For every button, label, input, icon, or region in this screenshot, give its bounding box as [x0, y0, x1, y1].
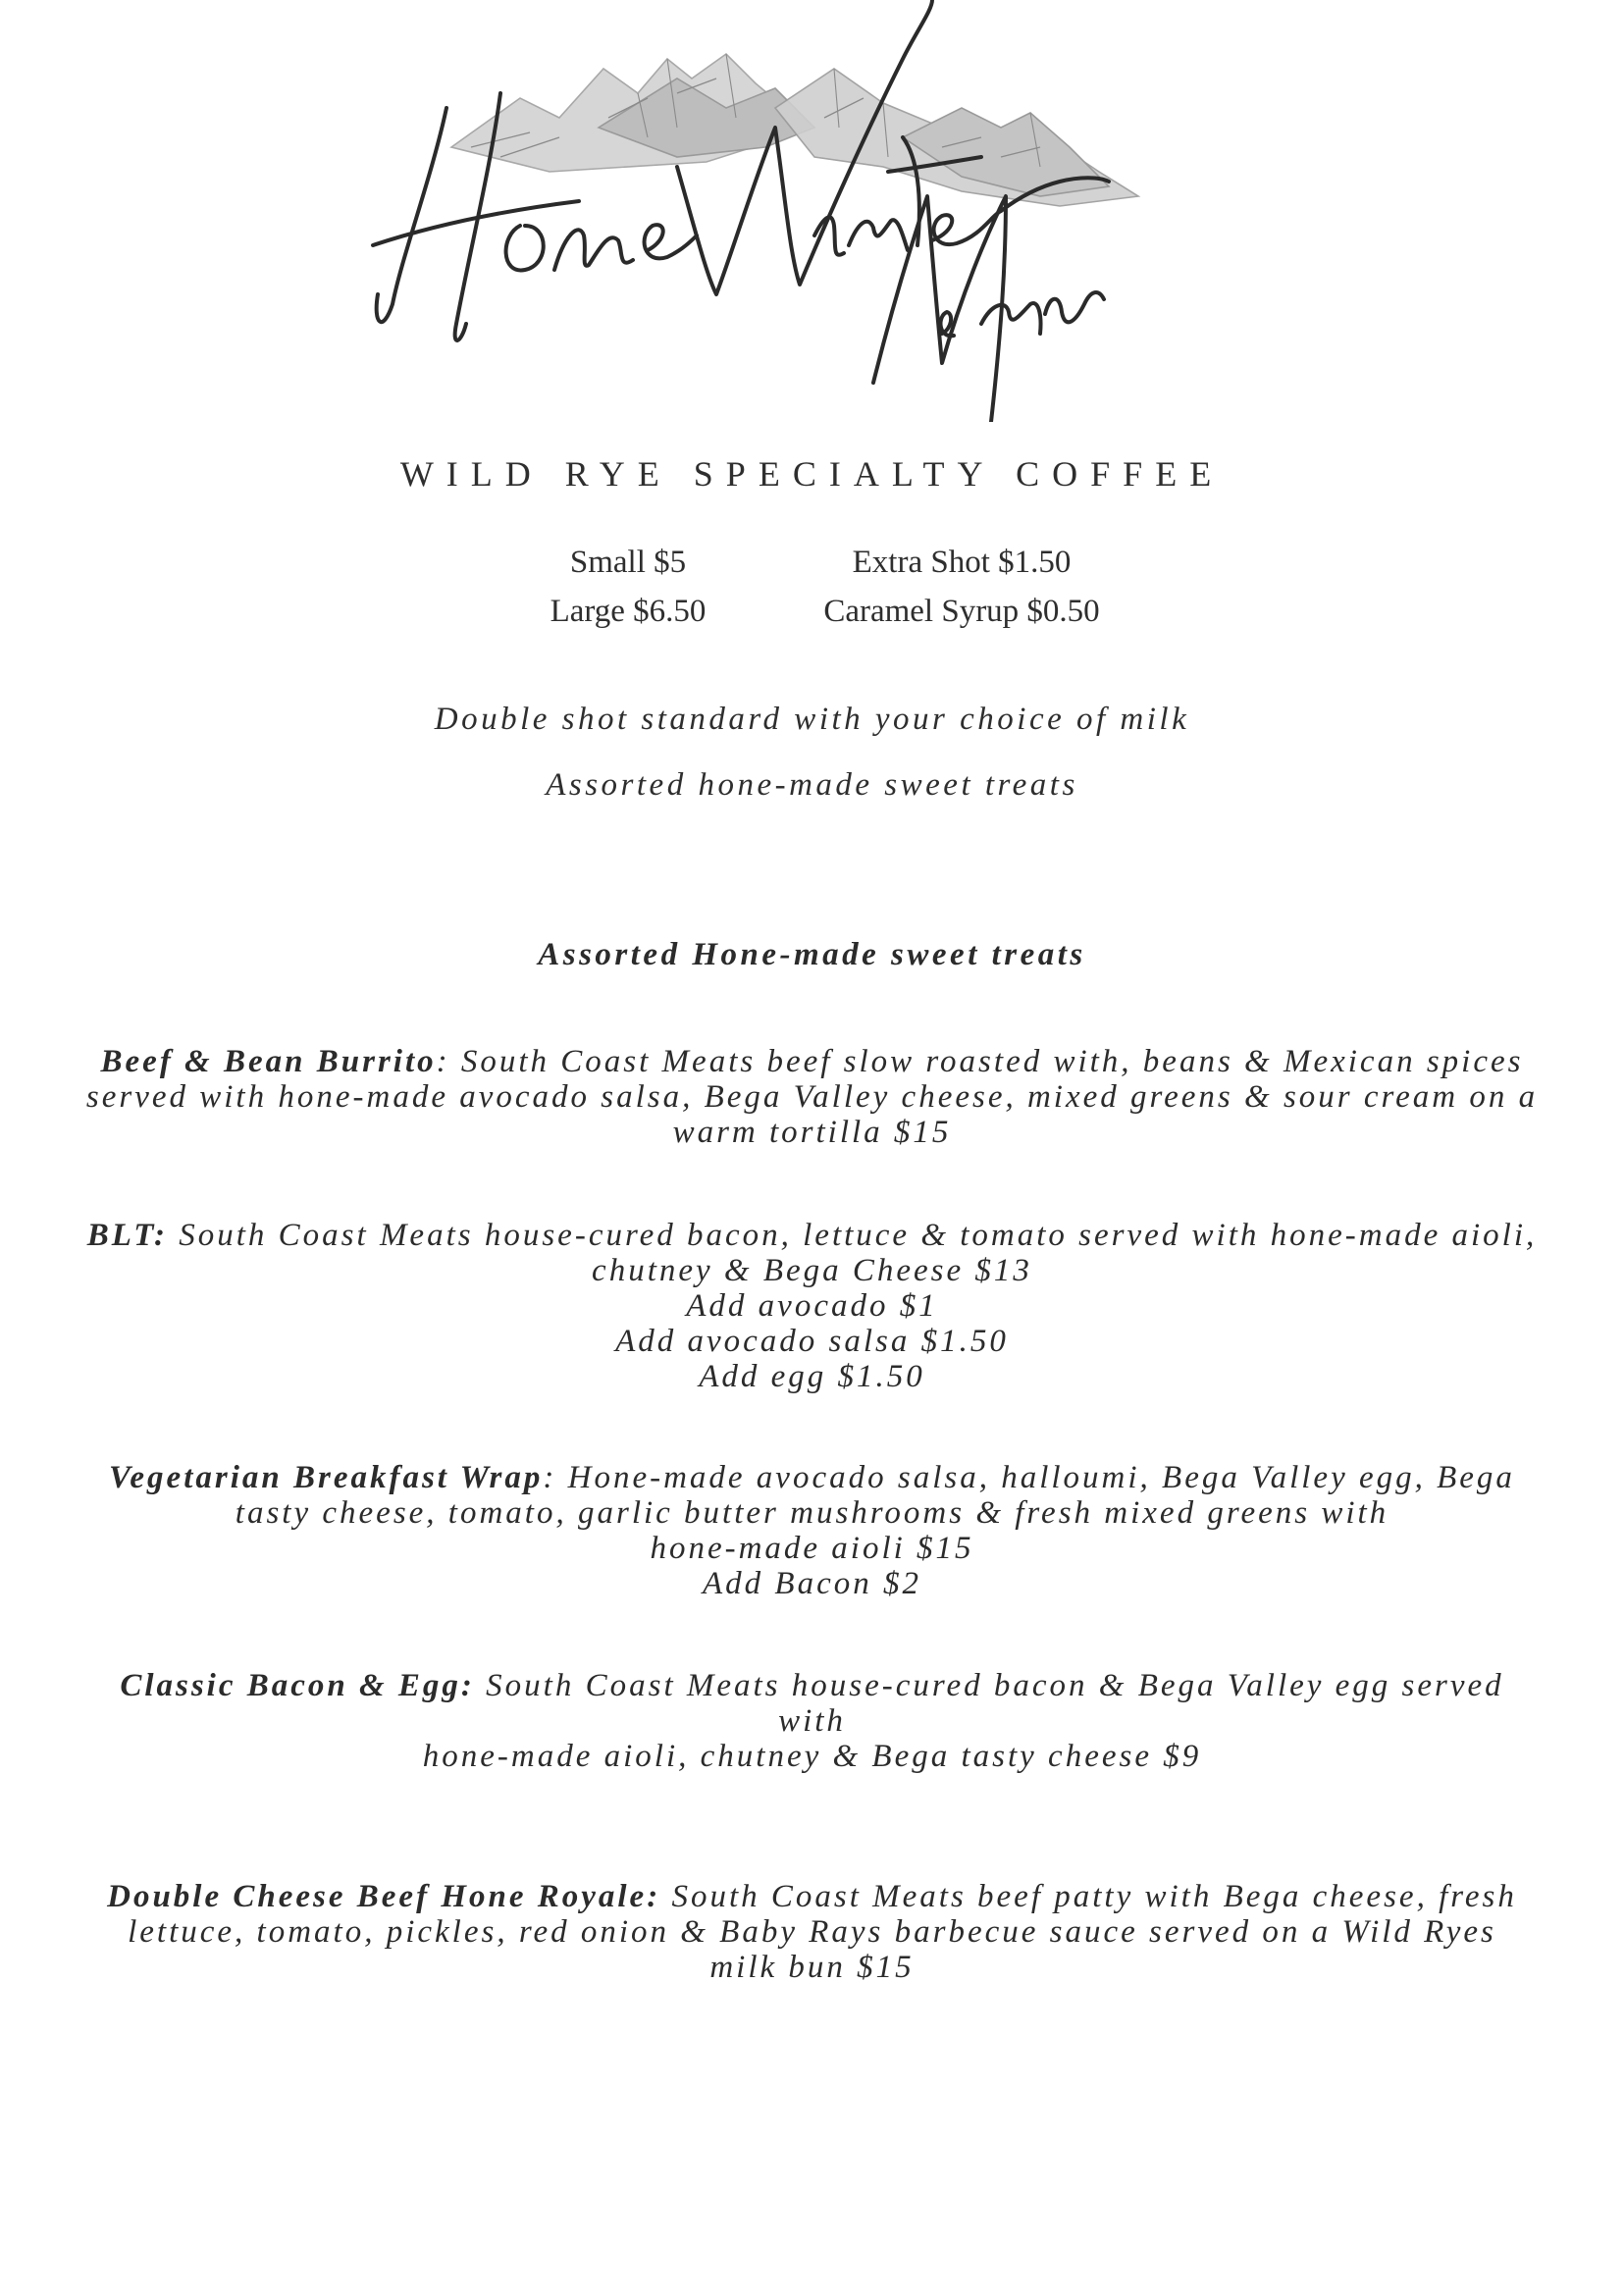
large-price: Large $6.50 [550, 594, 707, 629]
item-description: hone-made aioli $15 [650, 1531, 974, 1566]
item-name: Classic Bacon & Egg: [120, 1668, 475, 1703]
small-price: Small $5 [569, 545, 687, 580]
mountain-logo-icon [353, 0, 1158, 422]
item-description: with [778, 1703, 846, 1739]
treats-note: Assorted hone-made sweet treats [546, 767, 1078, 803]
item-name: BLT: [86, 1218, 168, 1253]
mountains-illustration [451, 54, 1138, 206]
item-description: : Hone-made avocado salsa, halloumi, Bega Valley egg, Bega [543, 1460, 1515, 1495]
brand-title: WILD RYE SPECIALTY COFFEE [399, 454, 1225, 494]
size-prices [510, 538, 746, 636]
menu-item-vegetarian-wrap [39, 1460, 1585, 1601]
item-description: warm tortilla $15 [672, 1115, 952, 1150]
extra-prices [800, 538, 1124, 636]
item-line [39, 1218, 1585, 1253]
item-description: South Coast Meats house-cured bacon & Bega Valley egg served [474, 1668, 1504, 1703]
item-line [39, 1044, 1585, 1079]
item-name: Double Cheese Beef Hone Royale: [107, 1879, 661, 1914]
item-addon: Add Bacon $2 [703, 1566, 921, 1601]
item-name: Beef & Bean Burrito [100, 1044, 437, 1079]
item-description: South Coast Meats house-cured bacon, lettuce & tomato served with hone-made aioli, [168, 1218, 1538, 1253]
extra-shot-price: Extra Shot $1.50 [852, 545, 1072, 580]
item-description: hone-made aioli, chutney & Bega tasty cheese $9 [422, 1739, 1202, 1774]
caramel-syrup-price: Caramel Syrup $0.50 [823, 594, 1100, 629]
item-addon: Add avocado $1 [686, 1288, 938, 1324]
hone-winter-menu-logo [353, 0, 1158, 422]
item-description: South Coast Meats beef patty with Bega cheese, fresh [660, 1879, 1517, 1914]
item-line [39, 1879, 1585, 1914]
script-title [373, 0, 1109, 422]
item-addon: Add avocado salsa $1.50 [615, 1324, 1009, 1359]
item-description: served with hone-made avocado salsa, Bega Valley cheese, mixed greens & sour cream on a [85, 1079, 1539, 1115]
menu-item-blt [39, 1218, 1585, 1394]
item-line [39, 1668, 1585, 1703]
item-description: chutney & Bega Cheese $13 [592, 1253, 1032, 1288]
item-addon: Add egg $1.50 [699, 1359, 925, 1394]
item-name: Vegetarian Breakfast Wrap [109, 1460, 544, 1495]
item-description: tasty cheese, tomato, garlic butter mushrooms & fresh mixed greens with [235, 1495, 1389, 1531]
menu-item-hone-royale [39, 1879, 1585, 1985]
item-description: milk bun $15 [709, 1950, 915, 1985]
item-description: lettuce, tomato, pickles, red onion & Baby Rays barbecue sauce served on a Wild Ryes [128, 1914, 1496, 1950]
menu-item-classic-bacon-egg [39, 1668, 1585, 1774]
item-line [39, 1460, 1585, 1495]
menu-item-burrito [39, 1044, 1585, 1150]
item-description: : South Coast Meats beef slow roasted with, beans & Mexican spices [436, 1044, 1524, 1079]
section-heading: Assorted Hone-made sweet treats [538, 937, 1086, 972]
coffee-note: Double shot standard with your choice of milk [434, 702, 1190, 737]
